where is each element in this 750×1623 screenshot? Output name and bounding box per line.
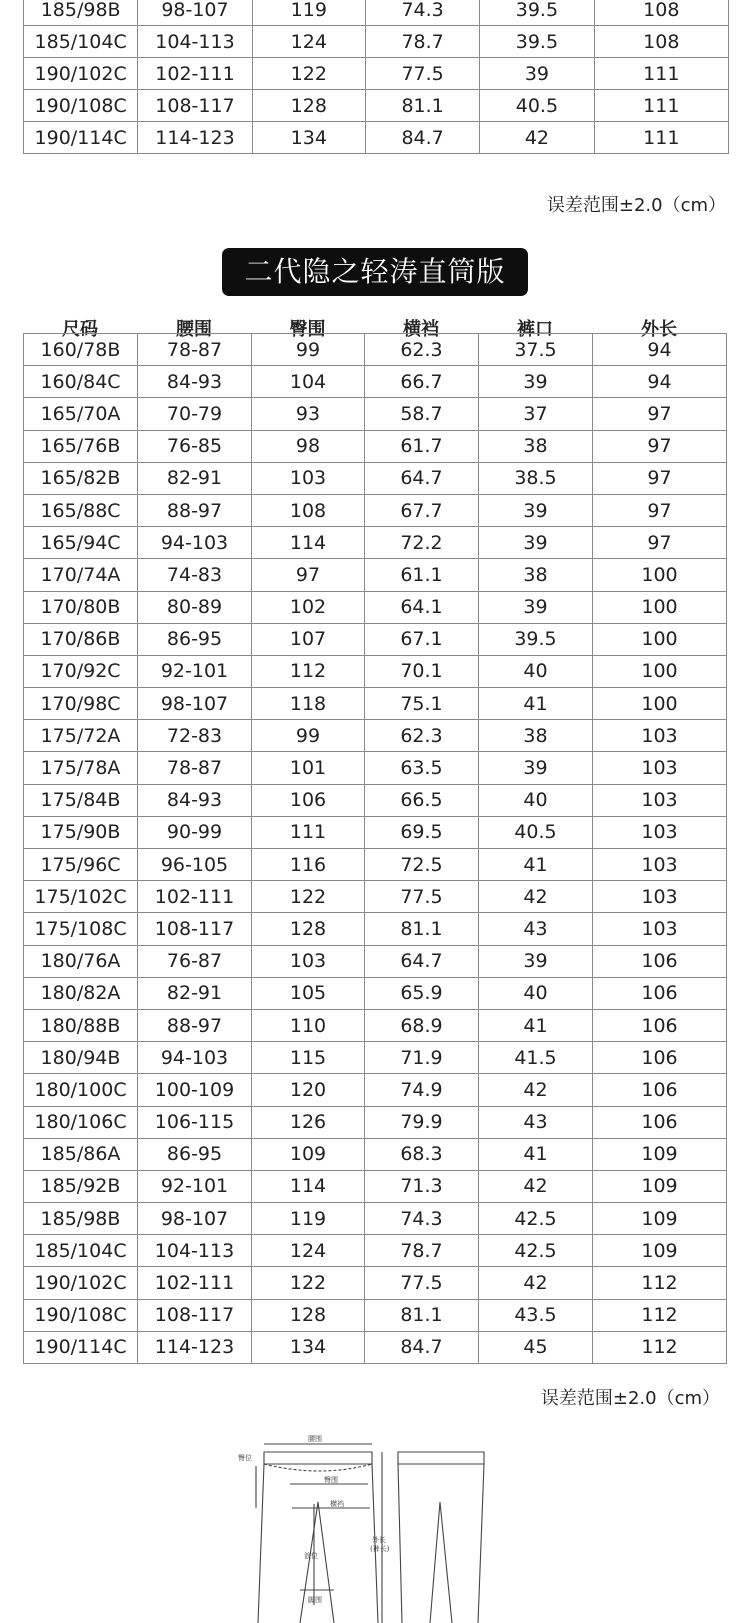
table-row bbox=[24, 1299, 727, 1331]
table-row bbox=[24, 494, 727, 526]
table-cell: 104-113 bbox=[138, 1235, 252, 1267]
table-cell: 128 bbox=[252, 90, 365, 122]
table-cell: 96-105 bbox=[138, 849, 252, 881]
table-row bbox=[24, 1331, 727, 1363]
table-row bbox=[24, 430, 727, 462]
table-cell: 190/108C bbox=[24, 90, 138, 122]
table-row bbox=[24, 752, 727, 784]
table-cell: 165/94C bbox=[24, 527, 138, 559]
table-cell: 42 bbox=[479, 1170, 593, 1202]
table-cell: 106 bbox=[593, 977, 727, 1009]
table-cell: 70.1 bbox=[365, 655, 479, 687]
table-cell: 102 bbox=[252, 591, 365, 623]
table-cell: 63.5 bbox=[365, 752, 479, 784]
table-row bbox=[24, 1235, 727, 1267]
table-cell: 115 bbox=[252, 1042, 365, 1074]
table-cell: 42.5 bbox=[479, 1235, 593, 1267]
table-cell: 97 bbox=[593, 494, 727, 526]
table-cell: 109 bbox=[593, 1138, 727, 1170]
table-cell: 170/86B bbox=[24, 623, 138, 655]
table-cell: 114 bbox=[252, 527, 365, 559]
table-cell: 111 bbox=[252, 816, 365, 848]
table-cell: 40.5 bbox=[479, 816, 593, 848]
table-cell: 98-107 bbox=[138, 688, 252, 720]
table-cell: 106 bbox=[593, 1074, 727, 1106]
table-cell: 185/92B bbox=[24, 1170, 138, 1202]
table-cell: 98 bbox=[252, 430, 365, 462]
back-outline bbox=[398, 1464, 484, 1623]
table-cell: 112 bbox=[252, 655, 365, 687]
table-cell: 111 bbox=[594, 58, 728, 90]
table-cell: 190/114C bbox=[24, 122, 138, 154]
table-cell: 180/76A bbox=[24, 945, 138, 977]
table-cell: 185/98B bbox=[24, 1203, 138, 1235]
label-waist: 腰围 bbox=[308, 1435, 322, 1443]
table-cell: 128 bbox=[252, 913, 365, 945]
table-cell: 180/82A bbox=[24, 977, 138, 1009]
table-cell: 64.1 bbox=[365, 591, 479, 623]
table-cell: 114 bbox=[252, 1170, 365, 1202]
table-header-row bbox=[23, 315, 726, 340]
table-row bbox=[24, 720, 727, 752]
table-row bbox=[24, 1009, 727, 1041]
label-outseam: 外长 bbox=[372, 1536, 386, 1544]
table-cell: 82-91 bbox=[138, 977, 252, 1009]
label-seat: 臀位 bbox=[238, 1454, 252, 1462]
table-cell: 39.5 bbox=[480, 0, 594, 26]
table-cell: 108-117 bbox=[138, 1299, 252, 1331]
back-waistband bbox=[398, 1452, 484, 1464]
table-cell: 70-79 bbox=[138, 398, 252, 430]
table-cell: 128 bbox=[252, 1299, 365, 1331]
table-cell: 69.5 bbox=[365, 816, 479, 848]
table-cell: 37.5 bbox=[479, 334, 593, 366]
table-row bbox=[24, 0, 729, 26]
tolerance-note-top: 误差范围±2.0（cm） bbox=[546, 195, 726, 216]
table-cell: 90-99 bbox=[138, 816, 252, 848]
table-cell: 105 bbox=[252, 977, 365, 1009]
table-cell: 100 bbox=[593, 591, 727, 623]
table-cell: 72-83 bbox=[138, 720, 252, 752]
table-row bbox=[24, 945, 727, 977]
table-cell: 107 bbox=[252, 623, 365, 655]
table-cell: 97 bbox=[593, 430, 727, 462]
table-cell: 81.1 bbox=[365, 1299, 479, 1331]
table-cell: 94-103 bbox=[138, 1042, 252, 1074]
table-cell: 40.5 bbox=[480, 90, 594, 122]
back-inseam bbox=[430, 1502, 452, 1623]
table-cell: 79.9 bbox=[365, 1106, 479, 1138]
table-cell: 111 bbox=[594, 90, 728, 122]
table-cell: 98-107 bbox=[138, 1203, 252, 1235]
table-cell: 61.1 bbox=[365, 559, 479, 591]
table-cell: 106 bbox=[593, 945, 727, 977]
header-length: 外长 bbox=[641, 319, 677, 340]
table-cell: 39.5 bbox=[479, 623, 593, 655]
table-cell: 74.3 bbox=[365, 1203, 479, 1235]
table-cell: 84-93 bbox=[138, 366, 252, 398]
header-waist: 腰围 bbox=[176, 319, 212, 340]
table-cell: 190/102C bbox=[24, 58, 138, 90]
front-hip-curve bbox=[264, 1464, 372, 1471]
table-row bbox=[24, 1170, 727, 1202]
table-cell: 109 bbox=[252, 1138, 365, 1170]
table-cell: 43 bbox=[479, 913, 593, 945]
header-crotch: 横裆 bbox=[403, 319, 439, 340]
table-row bbox=[24, 849, 727, 881]
table-cell: 122 bbox=[252, 58, 365, 90]
table-cell: 126 bbox=[252, 1106, 365, 1138]
table-cell: 78-87 bbox=[138, 334, 252, 366]
table-row bbox=[24, 913, 727, 945]
table-cell: 180/88B bbox=[24, 1009, 138, 1041]
table-cell: 37 bbox=[479, 398, 593, 430]
table-cell: 78.7 bbox=[365, 26, 479, 58]
table-cell: 94-103 bbox=[138, 527, 252, 559]
table-cell: 111 bbox=[594, 122, 728, 154]
table-row bbox=[24, 784, 727, 816]
header-hem: 裤口 bbox=[517, 319, 553, 340]
table-row bbox=[24, 1138, 727, 1170]
table-cell: 112 bbox=[593, 1267, 727, 1299]
table-cell: 108-117 bbox=[138, 90, 252, 122]
table-cell: 170/80B bbox=[24, 591, 138, 623]
table-row bbox=[24, 591, 727, 623]
pants-measurement-diagram bbox=[230, 1430, 530, 1623]
table-cell: 97 bbox=[252, 559, 365, 591]
table-cell: 93 bbox=[252, 398, 365, 430]
table-cell: 40 bbox=[479, 655, 593, 687]
table-cell: 122 bbox=[252, 881, 365, 913]
table-cell: 109 bbox=[593, 1170, 727, 1202]
table-cell: 97 bbox=[593, 398, 727, 430]
table-cell: 42 bbox=[479, 1074, 593, 1106]
table-row bbox=[24, 1203, 727, 1235]
table-cell: 175/72A bbox=[24, 720, 138, 752]
label-hem: 脚围 bbox=[308, 1596, 322, 1604]
table-row bbox=[24, 58, 729, 90]
table-cell: 102-111 bbox=[138, 58, 252, 90]
table-cell: 74-83 bbox=[138, 559, 252, 591]
table-cell: 185/86A bbox=[24, 1138, 138, 1170]
table-cell: 175/108C bbox=[24, 913, 138, 945]
table-cell: 92-101 bbox=[138, 1170, 252, 1202]
table-cell: 165/82B bbox=[24, 462, 138, 494]
label-crotch: 横裆 bbox=[330, 1500, 344, 1508]
table-cell: 103 bbox=[593, 752, 727, 784]
table-cell: 160/84C bbox=[24, 366, 138, 398]
table-cell: 97 bbox=[593, 462, 727, 494]
label-rise: 浪位 bbox=[304, 1552, 318, 1560]
table-cell: 43.5 bbox=[479, 1299, 593, 1331]
table-cell: 42 bbox=[479, 881, 593, 913]
table-cell: 102-111 bbox=[138, 881, 252, 913]
table-cell: 71.9 bbox=[365, 1042, 479, 1074]
table-cell: 68.9 bbox=[365, 1009, 479, 1041]
table-cell: 185/104C bbox=[24, 26, 138, 58]
table-row bbox=[24, 398, 727, 430]
table-cell: 40 bbox=[479, 977, 593, 1009]
table-cell: 104 bbox=[252, 366, 365, 398]
table-row bbox=[24, 527, 727, 559]
table-cell: 106 bbox=[593, 1009, 727, 1041]
table-cell: 101 bbox=[252, 752, 365, 784]
table-cell: 99 bbox=[252, 334, 365, 366]
table-cell: 66.5 bbox=[365, 784, 479, 816]
table-cell: 124 bbox=[252, 1235, 365, 1267]
table-cell: 39 bbox=[479, 752, 593, 784]
table-cell: 112 bbox=[593, 1299, 727, 1331]
table-cell: 94 bbox=[593, 334, 727, 366]
table-cell: 116 bbox=[252, 849, 365, 881]
table-row bbox=[24, 122, 729, 154]
table-cell: 108 bbox=[252, 494, 365, 526]
table-cell: 80-89 bbox=[138, 591, 252, 623]
table-cell: 39 bbox=[479, 366, 593, 398]
table-cell: 88-97 bbox=[138, 1009, 252, 1041]
table-cell: 102-111 bbox=[138, 1267, 252, 1299]
table-cell: 119 bbox=[252, 0, 365, 26]
table-row bbox=[24, 881, 727, 913]
header-hip: 臀围 bbox=[289, 319, 326, 340]
table-cell: 94 bbox=[593, 366, 727, 398]
table-cell: 100 bbox=[593, 655, 727, 687]
table-cell: 74.3 bbox=[365, 0, 479, 26]
label-hip: 臀围 bbox=[324, 1476, 338, 1484]
table-cell: 92-101 bbox=[138, 655, 252, 687]
table-row bbox=[24, 26, 729, 58]
table-cell: 88-97 bbox=[138, 494, 252, 526]
table-cell: 100 bbox=[593, 688, 727, 720]
table-cell: 104-113 bbox=[138, 26, 252, 58]
table-cell: 103 bbox=[252, 945, 365, 977]
table-cell: 134 bbox=[252, 122, 365, 154]
table-cell: 165/88C bbox=[24, 494, 138, 526]
table-cell: 175/102C bbox=[24, 881, 138, 913]
table-row bbox=[24, 462, 727, 494]
table-cell: 190/108C bbox=[24, 1299, 138, 1331]
table-row bbox=[24, 977, 727, 1009]
table-cell: 190/102C bbox=[24, 1267, 138, 1299]
table-cell: 103 bbox=[593, 720, 727, 752]
table-cell: 41.5 bbox=[479, 1042, 593, 1074]
table-cell: 76-85 bbox=[138, 430, 252, 462]
table-cell: 175/90B bbox=[24, 816, 138, 848]
tolerance-note-bottom: 误差范围±2.0（cm） bbox=[540, 1388, 720, 1409]
table-cell: 109 bbox=[593, 1203, 727, 1235]
table-cell: 77.5 bbox=[365, 881, 479, 913]
table-cell: 71.3 bbox=[365, 1170, 479, 1202]
front-inseam bbox=[300, 1502, 334, 1623]
table-cell: 175/78A bbox=[24, 752, 138, 784]
table-cell: 119 bbox=[252, 1203, 365, 1235]
table-cell: 124 bbox=[252, 26, 365, 58]
table-cell: 84-93 bbox=[138, 784, 252, 816]
table-cell: 103 bbox=[593, 881, 727, 913]
table-cell: 43 bbox=[479, 1106, 593, 1138]
table-cell: 77.5 bbox=[365, 58, 479, 90]
table-cell: 68.3 bbox=[365, 1138, 479, 1170]
table-cell: 175/96C bbox=[24, 849, 138, 881]
table-cell: 160/78B bbox=[24, 334, 138, 366]
section-title: 二代隐之轻涛直筒版 bbox=[222, 248, 528, 296]
table-cell: 42.5 bbox=[479, 1203, 593, 1235]
table-cell: 39 bbox=[479, 945, 593, 977]
table-cell: 106 bbox=[593, 1106, 727, 1138]
table-cell: 61.7 bbox=[365, 430, 479, 462]
table-cell: 75.1 bbox=[365, 688, 479, 720]
table-cell: 170/98C bbox=[24, 688, 138, 720]
table-cell: 100 bbox=[593, 559, 727, 591]
table-cell: 103 bbox=[593, 816, 727, 848]
table-cell: 86-95 bbox=[138, 1138, 252, 1170]
table-cell: 67.1 bbox=[365, 623, 479, 655]
table-cell: 106 bbox=[252, 784, 365, 816]
table-cell: 100 bbox=[593, 623, 727, 655]
table-cell: 65.9 bbox=[365, 977, 479, 1009]
front-waistband bbox=[264, 1452, 372, 1464]
table-cell: 170/74A bbox=[24, 559, 138, 591]
table-cell: 64.7 bbox=[365, 945, 479, 977]
table-cell: 39 bbox=[479, 527, 593, 559]
table-cell: 109 bbox=[593, 1235, 727, 1267]
table-cell: 81.1 bbox=[365, 90, 479, 122]
table-row bbox=[24, 366, 727, 398]
table-cell: 100-109 bbox=[138, 1074, 252, 1106]
table-cell: 106 bbox=[593, 1042, 727, 1074]
table-row bbox=[24, 334, 727, 366]
table-cell: 45 bbox=[479, 1331, 593, 1363]
table-cell: 190/114C bbox=[24, 1331, 138, 1363]
table-row bbox=[24, 1074, 727, 1106]
table-cell: 41 bbox=[479, 1009, 593, 1041]
table-cell: 72.5 bbox=[365, 849, 479, 881]
table-cell: 97 bbox=[593, 527, 727, 559]
table-cell: 165/70A bbox=[24, 398, 138, 430]
table-row bbox=[24, 816, 727, 848]
table-cell: 38 bbox=[479, 720, 593, 752]
table-cell: 41 bbox=[479, 849, 593, 881]
table-cell: 108-117 bbox=[138, 913, 252, 945]
table-row bbox=[24, 623, 727, 655]
table-cell: 77.5 bbox=[365, 1267, 479, 1299]
table-cell: 185/104C bbox=[24, 1235, 138, 1267]
table-cell: 38 bbox=[479, 559, 593, 591]
table-row bbox=[24, 559, 727, 591]
table-cell: 114-123 bbox=[138, 122, 252, 154]
table-cell: 39 bbox=[480, 58, 594, 90]
table-cell: 103 bbox=[252, 462, 365, 494]
table-cell: 62.3 bbox=[365, 720, 479, 752]
table-cell: 110 bbox=[252, 1009, 365, 1041]
table-cell: 81.1 bbox=[365, 913, 479, 945]
table-cell: 39 bbox=[479, 494, 593, 526]
table-cell: 41 bbox=[479, 688, 593, 720]
header-size: 尺码 bbox=[62, 319, 98, 340]
table-cell: 99 bbox=[252, 720, 365, 752]
table-cell: 41 bbox=[479, 1138, 593, 1170]
table-cell: 67.7 bbox=[365, 494, 479, 526]
table-cell: 108 bbox=[594, 26, 728, 58]
table-row bbox=[24, 688, 727, 720]
table-cell: 78.7 bbox=[365, 1235, 479, 1267]
table-cell: 66.7 bbox=[365, 366, 479, 398]
table-cell: 72.2 bbox=[365, 527, 479, 559]
table-cell: 58.7 bbox=[365, 398, 479, 430]
table-cell: 84.7 bbox=[365, 1331, 479, 1363]
table-row bbox=[24, 1042, 727, 1074]
table-cell: 122 bbox=[252, 1267, 365, 1299]
top-size-table bbox=[23, 0, 729, 154]
table-row bbox=[24, 1106, 727, 1138]
table-cell: 86-95 bbox=[138, 623, 252, 655]
table-cell: 108 bbox=[594, 0, 728, 26]
table-cell: 38.5 bbox=[479, 462, 593, 494]
table-cell: 106-115 bbox=[138, 1106, 252, 1138]
table-cell: 82-91 bbox=[138, 462, 252, 494]
table-cell: 114-123 bbox=[138, 1331, 252, 1363]
table-cell: 64.7 bbox=[365, 462, 479, 494]
size-table bbox=[23, 333, 727, 1364]
table-cell: 38 bbox=[479, 430, 593, 462]
table-cell: 120 bbox=[252, 1074, 365, 1106]
table-cell: 42 bbox=[479, 1267, 593, 1299]
table-cell: 134 bbox=[252, 1331, 365, 1363]
table-cell: 185/98B bbox=[24, 0, 138, 26]
table-cell: 98-107 bbox=[138, 0, 252, 26]
table-cell: 76-87 bbox=[138, 945, 252, 977]
table-cell: 62.3 bbox=[365, 334, 479, 366]
table-cell: 40 bbox=[479, 784, 593, 816]
table-row bbox=[24, 90, 729, 122]
table-cell: 180/94B bbox=[24, 1042, 138, 1074]
table-cell: 103 bbox=[593, 784, 727, 816]
table-cell: 112 bbox=[593, 1331, 727, 1363]
table-cell: 170/92C bbox=[24, 655, 138, 687]
table-cell: 39 bbox=[479, 591, 593, 623]
table-row bbox=[24, 655, 727, 687]
table-cell: 84.7 bbox=[365, 122, 479, 154]
table-cell: 180/106C bbox=[24, 1106, 138, 1138]
table-cell: 165/76B bbox=[24, 430, 138, 462]
table-cell: 175/84B bbox=[24, 784, 138, 816]
label-outseam-sub: (裤长) bbox=[370, 1545, 390, 1553]
table-row bbox=[24, 1267, 727, 1299]
table-cell: 180/100C bbox=[24, 1074, 138, 1106]
table-cell: 42 bbox=[480, 122, 594, 154]
table-cell: 103 bbox=[593, 849, 727, 881]
table-cell: 39.5 bbox=[480, 26, 594, 58]
table-cell: 74.9 bbox=[365, 1074, 479, 1106]
table-cell: 103 bbox=[593, 913, 727, 945]
table-cell: 78-87 bbox=[138, 752, 252, 784]
table-cell: 118 bbox=[252, 688, 365, 720]
